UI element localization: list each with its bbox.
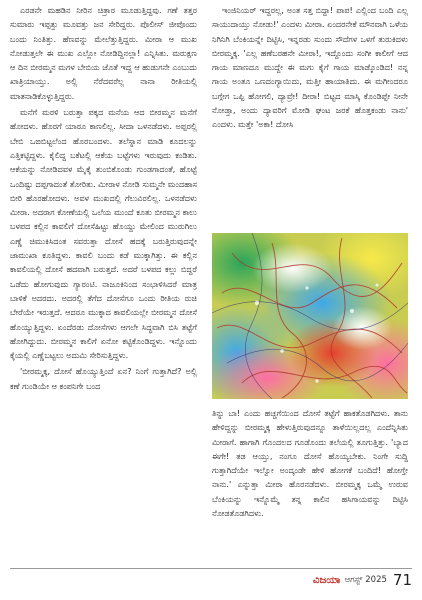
issue-date: ಆಗಸ್ಟ್ 2025 — [344, 575, 387, 585]
right-text-column — [212, 3, 408, 565]
magazine-brand: ವಿಜಯಾ — [313, 574, 341, 586]
page-number: 71 — [392, 571, 412, 589]
story-illustration — [212, 233, 408, 399]
story-paragraph: ತಿನ್ನು ಬಾ! ಎಂದು ಹಚ್ಚಗೆಯಿಂದ ದೋಸೆ ತಟ್ಟೆಗೆ ಹಾಕತೊಡಗಿದಳು. ತಾನು ಹೇಳಿದ್ದನ್ನು ಬೀರಮ್ಮಕ್ಕ ಹೇಳುತ್ತಿರುವುದನ್ನೂ ತಾಳೆಯಿಲ್ಲದಲ್ಲ ಎಂದೆನ್ನಿಸಿತು ಮೀರಾಗೆ. ಹಾಗಾಗಿ ಗೊಂದಲದ ಗೂಡೊಂದು ತಲೆಯಲ್ಲಿ ತೂಗುತ್ತಿತ್ತು. 'ಬ್ಯಾದ ಈಗೇ! ತಡ ಆಯ್ತು, ನಂಗೂ ದೋಸೆ ಹೊಯ್ಯಬೇಕು. ನಿಂಗೇ ಸುದ್ದಿ ಗುತ್ತಾಗಿದೆಯೇ ಇಲ್ವೋ ಅಂದ್ಕಂಡೇ ಹೇಳಿ ಹೋಗಕೆ ಬಂದಿದೆ! ಹೋಗ್ತೇ ನಾನು.' ಎನ್ನುತ್ತಾ ಮೀರಾ ಹೊರನಡೆದಳು. ಬೀರಮ್ಮಕ್ಕ ಒಮ್ಮೆ ಉರುವ ಬೆಂಕಿಯನ್ನು ಇನ್ನೊಮ್ಮೆ ತನ್ನ ಕಾಲಿನ ಹಸಿಗಾಯವನ್ನು ದಿಟ್ಟಿಸಿ ನೋಡತೊಡಗಿದಳು. — [212, 408, 408, 519]
story-paragraph: ಇಂಜಿನಿಯರ್ ಇದ್ದರಲ್ಲ, ಅಂತ ಸತ್ತ ಬಿದ್ದಾ! ಪಾಪ! ಎಲ್ಲಿಂದ ಬಂದಿ ಎಲ್ಲ ಸಾಯುದಾಯ್ತು ನೋಡು!' ಎಂದಳು ಮೀರಾ. ಏಂದರನೇಕೆ ಮೌನವಾಗಿ ಒಳೆಯ ನಿಗಿನಿಗಿ ಬೆಂಕಿಯನ್ನೇ ದಿಟ್ಟಿಸಿ, ಇನ್ನರಡು ಸುಂದು ಸೌದೆಗಳ ಒಳಗೆ ತುರುಕಿದಳು ಬೀರಮ್ಮಕ್ಕ. 'ಎಲ್ಲ ಹಣೆಬರಹನೇ ಮೀರಾ!, ಇದ್ದೊಂದು ಸಂಗೀ ಕಾಲೀಗೆ ಆದ ಗಾಯ ಮಾಣದೂ ಮುದ್ದೇ ಈ ಮಗು ಕೈಗೆ ಗಾಯ ಮಾಡ್ಕೊಂಡಿದ! ನನ್ನ ಗಾಯ ಅಂತೂ ಒಣದಂಗ್ಯಾಯಿದು, ಮತ್ತೀ ಹಾಯಾತಿದು. ಈ ಮಗೀಂದರೂ ಬಗ್ಗೇಗ ಒಪ್ಪಿ ಹೋಗಲಿ, ದ್ಯಾವ್ರೇ! ದೀರಾ! ಬಿಟ್ಟದ ಮಾಸ್ಕಿ ಕೊಂಡಿಪ್ಪೇ ನೀನೇ ನೋಡ್ತಾ, ಅಂದು ದ್ಯಾವರಿಗೆ ಮೋಡಿ ಘಂಟ ಜರಕೆ ಹೊತ್ತಕಂಡು ನಾನು' ಎಂದಳು. ಮತ್ತೇ 'ಅಕಾ! ದೋಸಿ — [212, 5, 408, 130]
story-paragraph: ಮನೆಗೆ ಮರಳಿ ಬರುತ್ತಾ ಪಕ್ಕದ ಮನೆಯ ಆದ ಬೀರಮ್ಮನ ಮನೆಗೆ ಹೋದಳು. ಹೊರಗೆ ಯಾರೂ ಕಾಣಲಿಲ್ಲ. ಸೀದಾ ಒಳನಡೆದಳು. ಅಪ್ಪರಲ್ಲಿ ಬೇಬಿ ಒಙಬಿಟ್ಟಲೆಂದ ಹೊರಬಂದಳು. ತಲೆಸ್ನಾನ ಮಾಡಿ ಕೂದಲನ್ನು ಎತ್ತಿಕಟ್ಟಿದ್ದಳು. ಕೈಲಿದ್ದ ಬಕೆಟಲ್ಲಿ ಆಕೆಯ ಬಟ್ಟೆಗಳು ಇರುವುದು ಕಂಡಿತು. ಆಕೆಯನ್ನು ನೋಡಿದವಳ ಮೈಕೈ ತುಂಬಿಕೊಂಡು ಗುಂಡಗಾದಂತೆ, ಹೊಟ್ಟೆ ಒಂದಿಷ್ಟು ದಪ್ಪಗಾದಂತೆ ತೋರಿತು. ಮೀರಾಳ ನೋಡಿ ಸುಮ್ಮನೇ ಮಂದಹಾಸ ಬೀರಿ ಹೊರಹೋದಳು. ಅವಳ ಮುಖದಲ್ಲಿ ಗೆಲುವಿರಲಿಲ್ಲ. ಒಳನಡೆದಳು ಮೀರಾ. ಅದರಾಗ ಕೋಣೆಯಲ್ಲಿ ಒಲೆಯ ಮುಂದೆ ಕೂತು ಬೀರಮ್ಮನ ಕಾಲು ಬಳಪದ ಕಲ್ಲಿನ ಕಾವಲಿಗೆ ದೋಸೆಹಿಟ್ಟು ಹೊಯ್ದು ಮೇಲಿಂದ ಮುರುಗಿಲು ಎಣ್ಣೆ ಚಿಮುಕಿಸಿದಂತ ಸವರುತ್ತಾ ದೋಸೆ ಹದಕ್ಕೆ ಬರುತ್ತಿರುವುದನ್ನೇ ಜಾಮುಖಾ ಕೂತಿದ್ದಳು. ಕಾವಲಿ ಬಂದು ಕಡೆ ಮುಕ್ಕಾಗಿತ್ತು. ಈ ಕಲ್ಲಿನ ಕಾವಲಿಯಲ್ಲಿ ದೋಸೆ ಹದವಾಗಿ ಬರುತ್ತದೆ. ಅದರೆ ಬಳಪದ ಕಲ್ಲು ಬಿದ್ದರೆ ಒಡೆದು ಹೋಗುವುದು ಗ್ಯಾರಂಟಿ. ನಾಜೂಕಿನಿಂದ ಸಂಭಾಳಿಸಿದರೆ ಮಾತ್ರ ಬಾಳಿಕೆ ಅದರದು. ಅದರಲ್ಲಿ ತೆಗೆದ ದೋಸೆಗೂ ಒಂದು ರೀತಿಯ ರುಚಿ ಬೇರೆಯೇ ಇರುತ್ತದೆ. ಆದರೂ ಮುಕ್ಕಾದ ಕಾವಲಿಯಲ್ಲೇ ಬೀರಮ್ಮನ ದೋಸೆ ಹೊಯ್ಯುತ್ತಿದ್ದಳು. ಏಂದೆರಡು ದೋಸೆಗಳು ಆಗಲೇ ಸಿದ್ಧವಾಗಿ ಬಿಸಿ ತಟ್ಟೆಗೆ ಹೋಗಿದ್ದುದು. ಬೀರಮ್ಮನ ಕಾಲಿಗೆ ಏನೋ ಕಟ್ಟಿಕೊಂಡಿದ್ದಳು. ಇನ್ನೊಂದು ಕೈಯಲ್ಲಿ ಎಣ್ಣೆಬಟ್ಟಲು ಅದುಮಿ ಸೇರಿಸುತ್ತಿದ್ದಳು. — [10, 107, 197, 361]
left-text-column — [10, 3, 197, 565]
story-paragraph: ಎರಡನೇ ಮಹಡಿನ ನೀರಿನ ಚಿತ್ರಾರ ಮೂಡುತ್ತಿದ್ದವು. ಗಣೆ ತತ್ತರ ಸುಮಾರು ಇಪ್ಪತ್ತು ಮೂವತ್ತು ಜನ ಸೇರಿದ್ದರು. ಪೊಲೀಸ್ ಜೀಪೊಂದು ಬಂದು ನಿಂತಿತ್ತು. ಹೆಣವನ್ನು ಮೇಲೆತ್ತುತ್ತಿದ್ದರು. ಮೀರಾ ಆ ಮುಖ ನೋಡುತ್ತಲೇ ಈ ಮುಖ ಎಲ್ಲೋ ನೋಡಿದ್ದಿನಲ್ಲಾ! ಎನ್ನಿಸಿತು. ಮರುಕ್ಷಣ ಆ ದಿನ ಬೀರಮ್ಮನ ಮಗಳ ಬೇಬಿಯ ಜೊತೆ ಇದ್ದ ಆ ಹುಡುಗನೇ ಎಂಬುದು ಖಾತ್ರಿಯಾಯ್ತು. ಅಲ್ಲಿ ನೆರೆದವರೆಲ್ಲ ನಾನಾ ರೀತಿಯಲ್ಲಿ ಮಾತನಾಡಿಕೊಳ್ಳುತ್ತಿದ್ದರು. — [10, 5, 197, 101]
footer-rule — [10, 568, 412, 569]
page-footer — [10, 568, 412, 592]
story-paragraph: 'ಬೀರಮ್ಮಕ್ಕ, ದೋಸೆ ಹೊಯ್ಯುತ್ತಿಂದೆ ಏನ? ನಿಂಗೆ ಗುತ್ತಾಗಿದೆ? ಅಲ್ಲಿ ಕಣೆ ಗುಂಡಿಯೇ ಆ ಕಂಪನಿಗೇ ಬಂದ — [10, 366, 197, 391]
right-column-continuation — [212, 406, 408, 520]
